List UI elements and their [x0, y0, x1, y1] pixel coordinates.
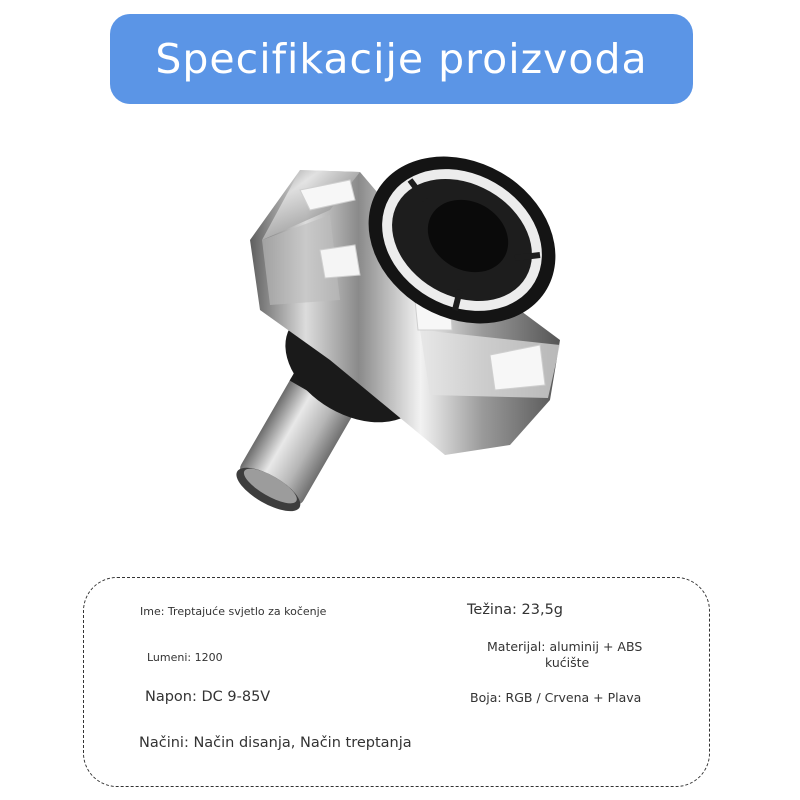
- spec-lumens: Lumeni: 1200: [147, 651, 223, 664]
- spec-voltage: Napon: DC 9-85V: [145, 689, 271, 705]
- title-banner: [110, 14, 693, 104]
- spec-name: Ime: Treptajuće svjetlo za kočenje: [140, 605, 327, 618]
- spec-material-line2: kućište: [545, 655, 590, 670]
- spec-modes: Načini: Način disanja, Način treptanja: [139, 735, 412, 751]
- led-bulb-icon: [225, 150, 570, 530]
- spec-material-line1: Materijal: aluminij + ABS: [487, 639, 643, 654]
- spec-color: Boja: RGB / Crvena + Plava: [470, 690, 642, 705]
- spec-weight: Težina: 23,5g: [467, 602, 564, 618]
- page-title: Specifikacije proizvoda: [155, 35, 648, 83]
